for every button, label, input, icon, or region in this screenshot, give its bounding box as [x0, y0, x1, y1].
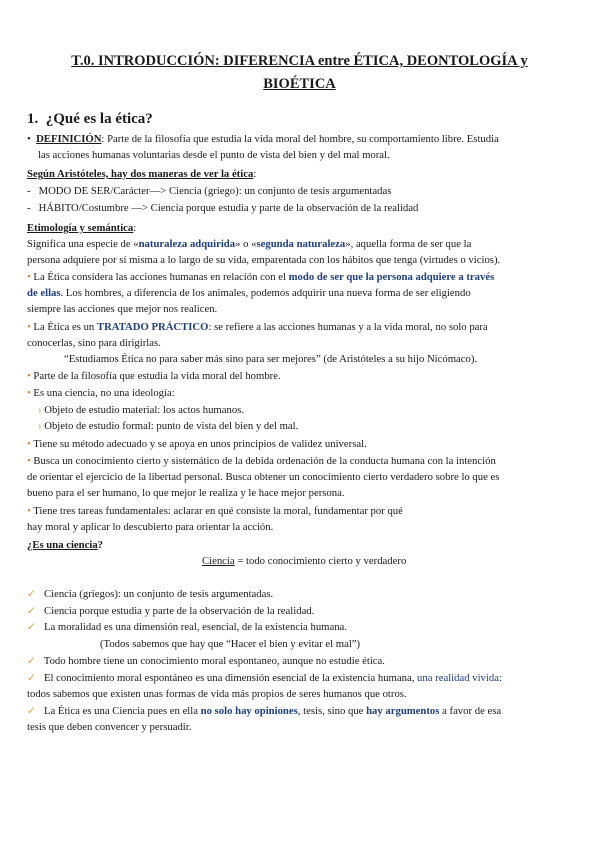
arrow-icon: › — [38, 420, 42, 432]
highlight: no solo hay opiniones — [200, 705, 298, 717]
text: Ciencia (griegos): un conjunto de tesis argumentadas. — [43, 588, 274, 600]
colon: : — [133, 222, 137, 234]
check-line — [27, 705, 501, 717]
check-line — [27, 672, 502, 684]
text: Tiene su método adecuado y se apoya en unos principios de validez universal. — [33, 438, 367, 450]
text: : — [498, 672, 502, 684]
check-line — [27, 621, 347, 633]
bullet-line — [27, 370, 281, 382]
text: Ciencia porque estudia y parte de la observación de la realidad. — [43, 605, 315, 617]
bullet-line — [27, 438, 367, 450]
bullet: • — [27, 370, 31, 382]
bullet: • — [27, 387, 31, 399]
document-title-line1: T.0. INTRODUCCIÓN: DIFERENCIA entre ÉTICA, DEONTOLOGÍA y — [71, 53, 528, 69]
bullet-line — [27, 321, 488, 333]
document-title-line2: BIOÉTICA — [263, 76, 336, 92]
highlight: hay argumentos — [366, 705, 440, 717]
highlight: naturaleza adquirida — [138, 238, 236, 250]
bullet-line — [27, 387, 175, 399]
aristoteles-item — [27, 202, 418, 214]
highlight: una realidad vivida — [417, 672, 499, 684]
text: Es una ciencia, no una ideología: — [33, 387, 175, 399]
check-line — [27, 655, 385, 667]
bullet-line — [27, 505, 403, 517]
check-icon: ✓ — [27, 621, 36, 633]
bullet: • — [27, 438, 31, 450]
bullet-line: bueno para el ser humano, lo que mejor le realiza y le hace mejor persona. — [27, 487, 345, 499]
bullet-line: siempre las acciones que mejor nos realicen. — [27, 303, 218, 315]
aristoteles-item-text: MODO DE SER/Carácter—> Ciencia (griego): un conjunto de tesis argumentadas — [38, 185, 392, 197]
etimologia-heading-text: Etimología y semántica — [27, 222, 134, 234]
text: La Ética es una Ciencia pues en ella — [43, 705, 201, 717]
text: Tiene tres tareas fundamentales: aclarar en qué consiste la moral, fundamentar por qué — [33, 505, 403, 517]
bullet: • — [27, 505, 31, 517]
section-heading — [27, 111, 153, 128]
definition-line — [27, 133, 499, 145]
text: Parte de la filosofía que estudia la vida moral del hombre. — [33, 370, 281, 382]
definition-text-2: las acciones humanas voluntarias desde el punto de vista del bien y del mal moral. — [38, 149, 390, 161]
bullet-line — [27, 455, 496, 467]
text: : se refiere a las acciones humanas y a la vida moral, no solo para — [208, 321, 488, 333]
text: = todo conocimiento cierto y verdadero — [234, 555, 407, 567]
check-line-cont: tesis que deben convencer y persuadir. — [27, 721, 192, 733]
text: a favor de esa — [439, 705, 502, 717]
text: Busca un conocimiento cierto y sistemático de la debida ordenación de la conducta humana con la intención — [33, 455, 496, 467]
colon: : — [253, 168, 257, 180]
bullet-line — [27, 271, 494, 283]
qmark: ? — [97, 539, 104, 551]
bullet-line: conocerlas, sino para dirigirlas. — [27, 337, 161, 349]
sub-bullet-line — [38, 404, 244, 416]
dash: - — [27, 185, 31, 197]
etimologia-paragraph — [27, 238, 471, 250]
bullet: • — [27, 271, 31, 283]
aristoteles-item-text: HÁBITO/Costumbre —> Ciencia porque estudia y parte de la observación de la realidad — [38, 202, 419, 214]
quote: “Estudiamos Ética no para saber más sino para ser mejores” (de Aristóteles a su hijo Nicómaco). — [64, 353, 478, 365]
text: Todo hombre tiene un conocimiento moral espontaneo, aunque no estudie ética. — [43, 655, 385, 667]
check-icon: ✓ — [27, 605, 36, 617]
text: La Ética considera las acciones humanas en relación con el — [33, 271, 289, 283]
section-title: ¿Qué es la ética? — [45, 111, 153, 127]
etimologia-heading — [27, 222, 136, 234]
check-line-cont: todos sabemos que existen unas formas de vida más propios de seres humanos que otros. — [27, 688, 407, 700]
bullet-line — [27, 287, 471, 299]
etimologia-paragraph-2: persona adquiere por sí misma a lo largo de su vida, emparentada con los hábitos que tenga (virtudes o vicios). — [27, 254, 501, 266]
check-note: (Todos sabemos que hay que “Hacer el bien y evitar el mal”) — [100, 638, 361, 650]
highlight: modo de ser que la persona adquiere a través — [288, 271, 495, 283]
text: El conocimiento moral espontáneo es una dimensión esencial de la existencia humana, — [43, 672, 418, 684]
definition-text: : Parte de la filosofía que estudia la vida moral del hombre, su comportamiento libre. Estudia — [101, 133, 499, 145]
text: » o « — [235, 238, 257, 250]
text: Objeto de estudio material: los actos humanos. — [44, 404, 244, 416]
section-number: 1. — [27, 111, 39, 127]
aristoteles-heading — [27, 168, 256, 180]
text: Objeto de estudio formal: punto de vista del bien y del mal. — [44, 420, 299, 432]
highlight: TRATADO PRÁCTICO — [96, 321, 209, 333]
text: . Los hombres, a diferencia de los animales, podemos adquirir una nueva forma de ser eligiendo — [60, 287, 471, 299]
bullet-line: hay moral y aplicar lo descubierto para orientar la acción. — [27, 521, 274, 533]
sub-bullet-line — [38, 420, 298, 432]
bullet-line: de orientar el ejercicio de la libertad personal. Busca obtener un conocimiento cierto verdadero sobre lo que es — [27, 471, 500, 483]
arrow-icon: › — [38, 404, 42, 416]
text: La Ética es un — [33, 321, 97, 333]
check-icon: ✓ — [27, 655, 36, 667]
ciencia-heading-text: ¿Es una ciencia — [27, 539, 98, 551]
ciencia-definition — [202, 555, 406, 567]
text: La moralidad es una dimensión real, esencial, de la existencia humana. — [43, 621, 347, 633]
highlight: de ellas — [27, 287, 61, 299]
bullet: • — [27, 133, 31, 145]
bullet: • — [27, 321, 31, 333]
text: », aquella forma de ser que la — [345, 238, 472, 250]
term: Ciencia — [202, 555, 235, 567]
check-line — [27, 605, 314, 617]
dash: - — [27, 202, 31, 214]
text: , tesis, sino que — [297, 705, 367, 717]
bullet: • — [27, 455, 31, 467]
check-line — [27, 588, 273, 600]
definition-label: DEFINICIÓN — [36, 133, 102, 145]
check-icon: ✓ — [27, 672, 36, 684]
aristoteles-item — [27, 185, 391, 197]
aristoteles-heading-text: Según Aristóteles, hay dos maneras de ver la ética — [27, 168, 254, 180]
check-icon: ✓ — [27, 705, 36, 717]
text: Significa una especie de « — [27, 238, 139, 250]
ciencia-heading — [27, 539, 103, 551]
check-icon: ✓ — [27, 588, 36, 600]
highlight: segunda naturaleza — [256, 238, 346, 250]
